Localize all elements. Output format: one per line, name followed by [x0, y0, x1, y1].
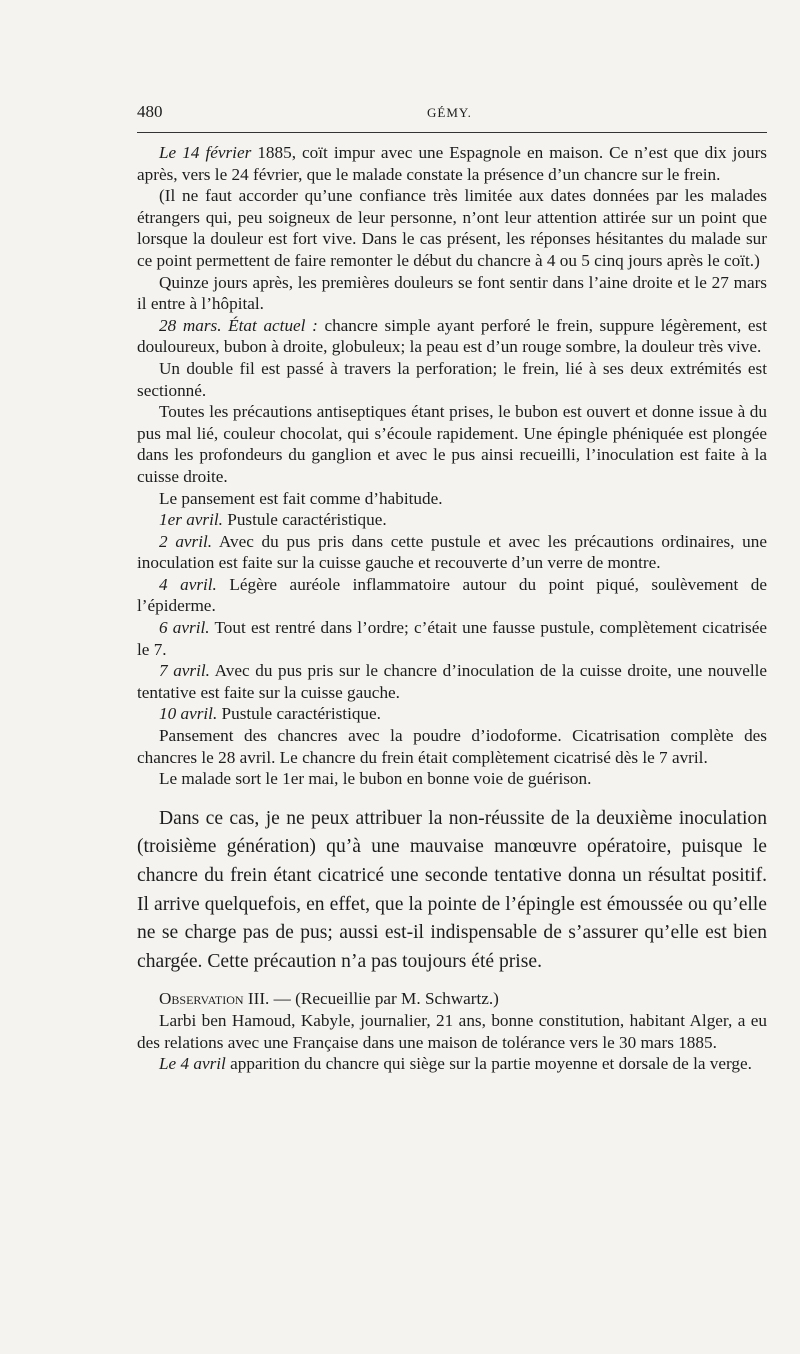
case-paragraph: 6 avril. Tout est rentré dans l’ordre; c’était une fausse pustule, complètement cicatrisée le 7. [137, 618, 767, 659]
case-paragraph: 28 mars. État actuel : chancre simple ayant perforé le frein, suppure légèrement, est douloureux, bubon à droite, globuleux; la peau est d’un rouge sombre, la douleur très vive. [137, 315, 767, 357]
observation-source: — (Recueillie par M. Schwartz.) [269, 989, 499, 1009]
entry-date: 7 avril. [159, 661, 210, 681]
entry-date: 10 avril. [159, 704, 218, 724]
entry-date: Le 4 avril [159, 1054, 226, 1074]
case-paragraph: 10 avril. Pustule caractéristique. [159, 704, 381, 724]
running-head: GÉMY. [427, 105, 472, 120]
case-paragraph: Pansement des chancres avec la poudre d’iodoforme. Cicatrisation complète des chancres le 28 avril. Le chancre du frein était complètement cicatrisé dès le 7 avril. [137, 726, 767, 767]
case-paragraph: Le 14 février 1885, coït impur avec une Espagnole en maison. Ce n’est que dix jours après, vers le 24 février, que le malade constate la présence d’un chancre sur le frein. [137, 143, 767, 184]
author-commentary: Dans ce cas, je ne peux attribuer la non-réussite de la deuxième inoculation (troisième génération) qu’à une mauvaise manœuvre opératoire, puisque le chancre du frein étant cicatricé une seconde tentative donna un résultat positif. Il arrive quelquefois, en effet, que la pointe de l’épingle est émoussée ou qu’elle ne se charge pas de pus; aussi est-il indispensable de s’assurer qu’elle est bien chargée. Cette précaution n’a pas toujours été prise. [137, 807, 767, 972]
observation-paragraph: Larbi ben Hamoud, Kabyle, journalier, 21 ans, bonne constitution, habitant Alger, a eu des relations avec une Française dans une maison de tolérance vers le 30 mars 1885. [137, 1010, 767, 1052]
header-rule [137, 132, 767, 133]
entry-date: 28 mars. État actuel : [159, 315, 318, 335]
case-paragraph: 1er avril. Pustule caractéristique. [159, 510, 387, 530]
page-number: 480 [137, 102, 163, 121]
case-paragraph: Toutes les précautions antiseptiques étant prises, le bubon est ouvert et donne issue à du pus mal lié, couleur chocolat, qui s’écoule rapidement. Une épingle phéniquée est plongée dans les profondeurs du ganglion et avec le pus ainsi recueilli, l’inoculation est faite à la cuisse droite. [137, 402, 767, 486]
case-paragraph: (Il ne faut accorder qu’une confiance très limitée aux dates données par les malades étrangers qui, peu soigneux de leur personne, n’ont leur attention attirée sur un point que lorsque la douleur est fort vive. Dans le cas présent, les réponses hésitantes du malade sur ce point permettent de faire remonter le début du chancre à 4 ou 5 cinq jours après le coït.) [137, 186, 767, 270]
entry-date: Le 14 février [159, 143, 252, 162]
case-paragraph: Un double fil est passé à travers la perforation; le frein, lié à ses deux extrémités est sectionné. [137, 358, 767, 400]
case-paragraph: Le pansement est fait comme d’habitude. [159, 488, 443, 508]
case-paragraph: Quinze jours après, les premières douleurs se font sentir dans l’aine droite et le 27 mars il entre à l’hôpital. [137, 272, 767, 314]
page-header [137, 102, 767, 128]
observation-paragraph: Le 4 avril apparition du chancre qui siège sur la partie moyenne et dorsale de la verge. [159, 1054, 752, 1074]
case-paragraph: 7 avril. Avec du pus pris sur le chancre d’inoculation de la cuisse droite, une nouvelle tentative est faite sur la cuisse gauche. [137, 661, 767, 702]
entry-date: 2 avril. [159, 531, 213, 551]
case-paragraph: 4 avril. Légère auréole inflammatoire autour du point piqué, soulèvement de l’épiderme. [137, 574, 767, 616]
entry-date: 6 avril. [159, 618, 210, 638]
observation-label: Observation III. [159, 989, 270, 1009]
entry-date: 1er avril. [159, 510, 223, 530]
entry-date: 4 avril. [159, 574, 217, 594]
case-paragraph: 2 avril. Avec du pus pris dans cette pustule et avec les précautions ordinaires, une inoculation est faite sur la cuisse gauche et recouverte d’un verre de montre. [137, 531, 767, 573]
observation-heading [137, 988, 767, 1010]
case-paragraph: Le malade sort le 1er mai, le bubon en bonne voie de guérison. [159, 769, 592, 789]
page-body [137, 142, 767, 1075]
